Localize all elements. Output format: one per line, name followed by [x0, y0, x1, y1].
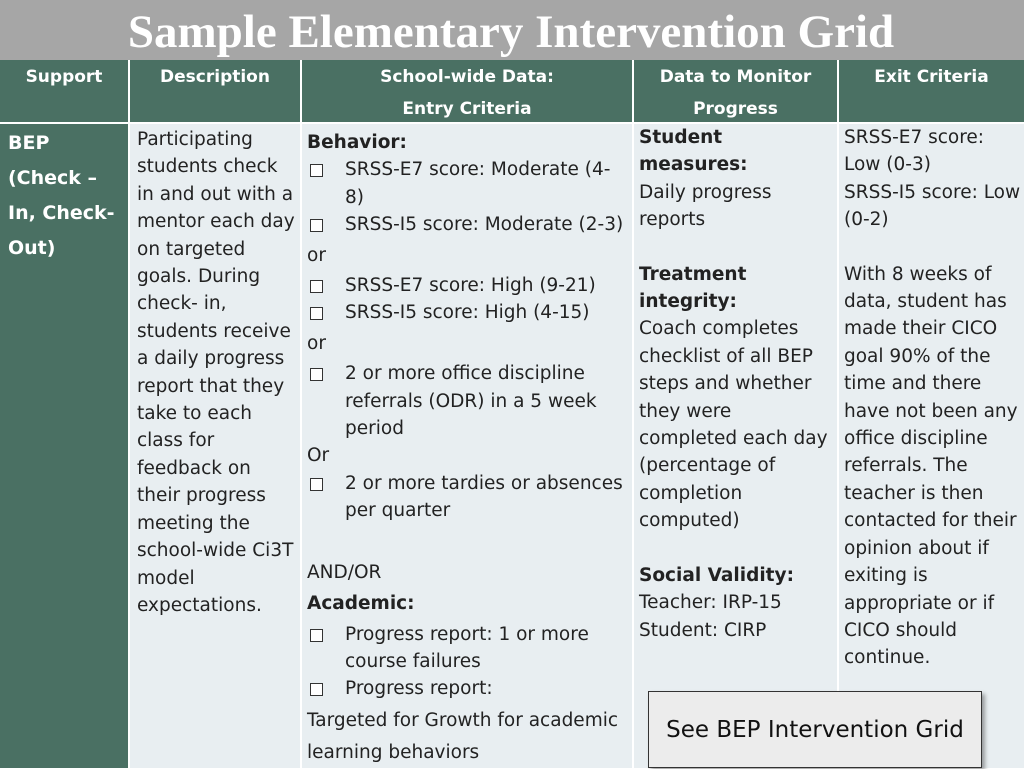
- support-cell: [0, 124, 128, 768]
- description-text: Participating students check in and out with a mentor each day on targeted goals. During check- in, students receive a daily progress report that they take to each class for feedback on their progress meeting the school-wide Ci3T model expectations.: [137, 129, 295, 616]
- header-exit-criteria: [839, 60, 1024, 122]
- header-monitor-line1: Data to Monitor: [659, 67, 812, 87]
- intervention-grid: [0, 60, 1024, 768]
- checkbox-icon: [307, 299, 345, 326]
- header-monitor-line2: Progress: [693, 99, 778, 119]
- treatment-integrity-text: Coach completes checklist of all BEP steps and whether they were completed each day (percentage of completion computed): [639, 318, 828, 532]
- header-description: [130, 60, 300, 122]
- criteria-text: SRSS-E7 score: High (9-21): [345, 275, 596, 297]
- checkbox-icon: [307, 360, 345, 387]
- criteria-text: SRSS-E7 score: Moderate (4-8): [345, 159, 611, 208]
- see-bep-grid-button[interactable]: [648, 691, 982, 768]
- student-measures-label: Student measures:: [639, 127, 748, 176]
- exit-line2: Low (0-3): [844, 154, 931, 176]
- checkbox-icon: [307, 470, 345, 497]
- criteria-text: 2 or more office discipline referrals (ODR) in a 5 week period: [345, 363, 597, 440]
- support-line1: BEP: [8, 132, 50, 154]
- student-measure: Student: CIRP: [639, 619, 767, 641]
- page-title: Sample Elementary Intervention Grid: [127, 6, 895, 58]
- criteria-item: [307, 211, 628, 238]
- criteria-text: 2 or more tardies or absences per quarter: [345, 472, 623, 522]
- behavior-label: Behavior:: [307, 132, 407, 153]
- criteria-item: [307, 675, 628, 702]
- header-support: [0, 60, 128, 122]
- header-entry-line2: Entry Criteria: [402, 99, 532, 119]
- criteria-item: [307, 470, 628, 525]
- student-measures-text: Daily progress reports: [639, 181, 772, 231]
- support-line4: Out): [8, 237, 56, 259]
- checkbox-icon: [307, 272, 345, 299]
- criteria-item: [307, 621, 628, 676]
- exit-criteria-cell: [839, 124, 1024, 768]
- description-cell: [130, 124, 300, 768]
- header-entry-criteria: [302, 60, 632, 122]
- criteria-item: [307, 272, 628, 299]
- or-text: or: [307, 332, 326, 354]
- checkbox-icon: [307, 211, 345, 238]
- exit-line1: SRSS-E7 score:: [844, 127, 985, 148]
- exit-paragraph: With 8 weeks of data, student has made their CICO goal 90% of the time and there have not been any office discipline referrals. The teacher is then contacted for their opinion about if exiting is appropriate or if CICO should continue.: [844, 263, 1018, 669]
- support-line2: (Check –: [8, 167, 98, 189]
- header-exit-label: Exit Criteria: [874, 67, 989, 87]
- criteria-item: [307, 299, 628, 326]
- social-validity-label: Social Validity:: [639, 564, 794, 586]
- or-text: Or: [307, 445, 330, 467]
- treatment-integrity-label: Treatment integrity:: [639, 263, 747, 313]
- header-support-label: Support: [25, 67, 103, 87]
- and-or-text: AND/OR: [307, 561, 382, 583]
- entry-criteria-cell: [302, 124, 632, 768]
- teacher-measure: Teacher: IRP-15: [639, 592, 782, 614]
- criteria-text: SRSS-I5 score: Moderate (2-3): [345, 214, 624, 236]
- monitor-progress-cell: [634, 124, 837, 768]
- see-bep-grid-label: See BEP Intervention Grid: [666, 716, 964, 743]
- criteria-text: Progress report:: [345, 678, 493, 700]
- header-entry-line1: School-wide Data:: [380, 67, 554, 87]
- criteria-text: Progress report: 1 or more course failures: [345, 623, 589, 672]
- criteria-text: SRSS-I5 score: High (4-15): [345, 302, 590, 324]
- academic-label: Academic:: [307, 593, 415, 615]
- or-text: or: [307, 244, 326, 266]
- checkbox-icon: [307, 156, 345, 183]
- criteria-item: [307, 360, 628, 442]
- header-monitor-progress: [634, 60, 837, 122]
- exit-line3: SRSS-I5 score: Low (0-2): [844, 181, 1021, 231]
- checkbox-icon: [307, 621, 345, 648]
- criteria-item: [307, 156, 628, 211]
- support-line3: In, Check-: [8, 202, 115, 224]
- checkbox-icon: [307, 675, 345, 702]
- targeted-text: Targeted for Growth for academic learning behaviors: [307, 709, 619, 763]
- header-description-label: Description: [160, 67, 270, 87]
